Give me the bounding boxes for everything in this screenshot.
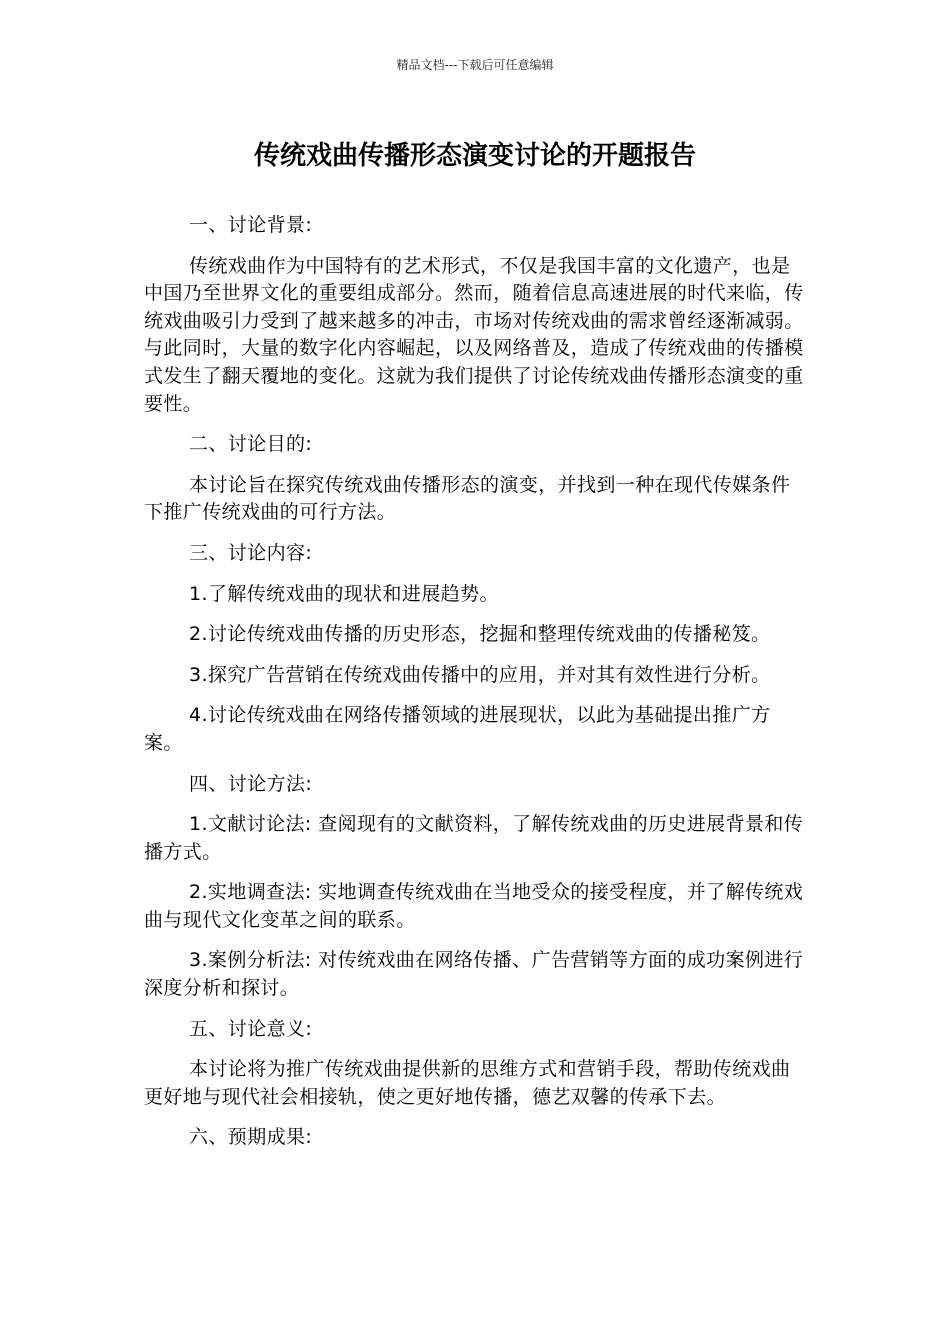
method-item-3: 3.案例分析法: 对传统戏曲在网络传播、广告营销等方面的成功案例进行深度分析和探讨。: [144, 949, 804, 1000]
section-heading-significance: 五、讨论意义:: [189, 1017, 313, 1040]
content-item-1: 1.了解传统戏曲的现状和进展趋势。: [189, 582, 499, 605]
page-header: 精品文档---下载后可任意编辑: [396, 58, 554, 72]
document-title: 传统戏曲传播形态演变讨论的开题报告: [253, 141, 696, 171]
content-item-2: 2.讨论传统戏曲传播的历史形态，挖掘和整理传统戏曲的传播秘笈。: [189, 623, 771, 646]
section-heading-purpose: 二、讨论目的:: [189, 433, 313, 456]
content-item-4: 4.讨论传统戏曲在网络传播领域的进展现状，以此为基础提出推广方案。: [144, 704, 771, 754]
document-body: [144, 212, 808, 1165]
section-heading-methods: 四、讨论方法:: [189, 772, 313, 795]
method-item-2: 2.实地调查法: 实地调查传统戏曲在当地受众的接受程度，并了解传统戏曲与现代文化变革之间的联系。: [144, 881, 804, 931]
section-heading-expected-results: 六、预期成果:: [189, 1126, 313, 1149]
paragraph-purpose: 本讨论旨在探究传统戏曲传播形态的演变，并找到一种在现代传媒条件下推广传统戏曲的可行方法。: [144, 473, 791, 524]
section-heading-content: 三、讨论内容:: [189, 541, 313, 564]
section-heading-background: 一、讨论背景:: [189, 214, 313, 236]
paragraph-background: 传统戏曲作为中国特有的艺术形式，不仅是我国丰富的文化遗产，也是中国乃至世界文化的重要组成部分。然而，随着信息高速进展的时代来临，传统戏曲吸引力受到了越来越多的冲击，市场对传统戏曲的需求曾经逐渐减弱。与此同时，大量的数字化内容崛起，以及网络普及，造成了传统戏曲的传播模式发生了翻天覆地的变化。这就为我们提供了讨论传统戏曲传播形态演变的重要性。: [144, 254, 804, 415]
method-item-1: 1.文献讨论法: 查阅现有的文献资料，了解传统戏曲的历史进展背景和传播方式。: [144, 813, 804, 863]
paragraph-significance: 本讨论将为推广传统戏曲提供新的思维方式和营销手段，帮助传统戏曲更好地与现代社会相接轨，使之更好地传播，德艺双馨的传承下去。: [144, 1058, 791, 1108]
content-item-3: 3.探究广告营销在传统戏曲传播中的应用，并对其有效性进行分析。: [189, 663, 771, 686]
